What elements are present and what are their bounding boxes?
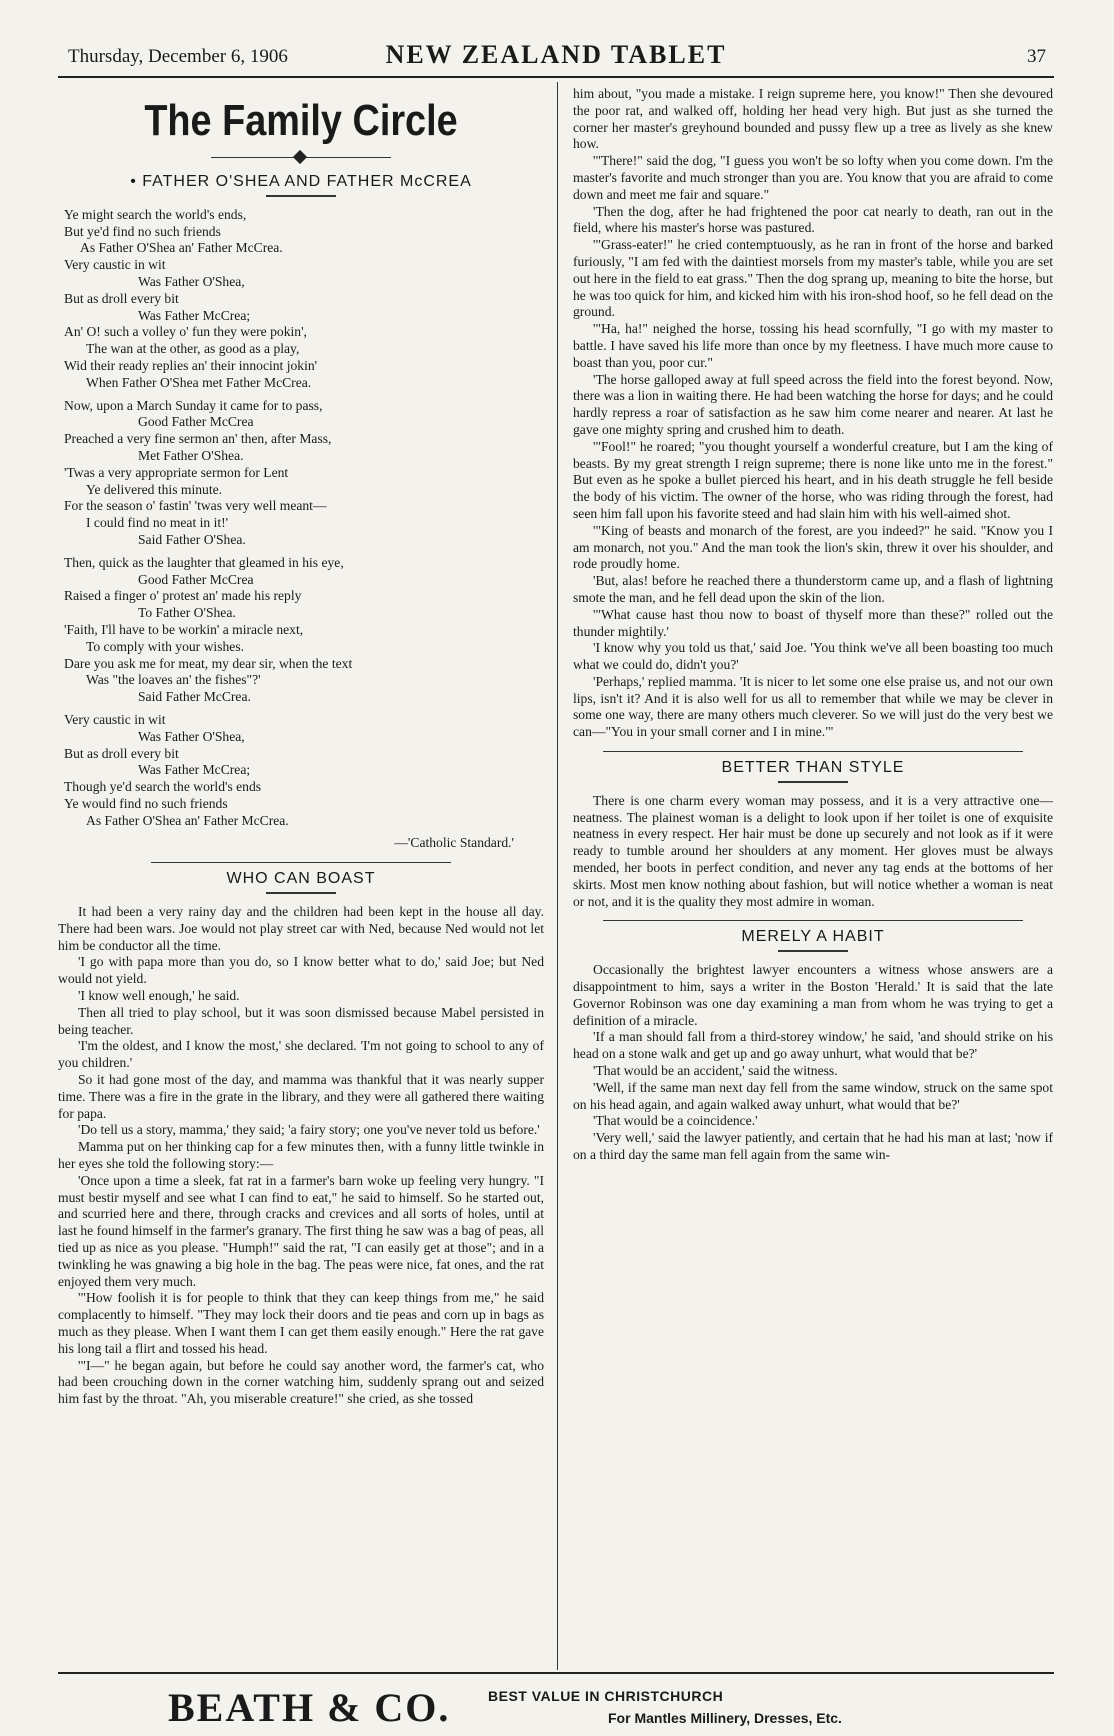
poem-stanza-3 <box>58 555 544 706</box>
poem-line: Ye might search the world's ends, <box>64 206 247 222</box>
paragraph: '"How foolish it is for people to think that they can keep things from me," he said complacently to himself. "They may lock their doors and tie peas and corn up in bags as much as they please. When I want them I can get them easily enough." Here the rat gave his long tail a flirt and tossed his head. <box>58 1290 544 1356</box>
paragraph: 'But, alas! before he reached there a thunderstorm came up, and a flash of lightning smote the man, and he fell dead upon the skin of the lion. <box>573 573 1053 605</box>
page-number: 37 <box>1027 46 1046 67</box>
poem-stanza-1 <box>58 207 544 392</box>
paragraph: '"Grass-eater!" he cried contemptuously, as he ran in front of the horse and barked furiously, "I am fed with the daintiest morsels from my master's table, while you are set out here in the field to eat grass." Then the dog sprang up, meaning to bite the horse, but he was too quick for him, and kicked him with his iron-shod hoof, so he fell dead on the ground. <box>573 237 1053 320</box>
paragraph: 'Once upon a time a sleek, fat rat in a farmer's barn woke up feeling very hungry. "I must bestir myself and see what I can find to eat," he said to himself. So he started out, and scurried here and there, through cracks and crevices and all sorts of holes, until at last he found himself in the farmer's granary. The first thing he saw was a bag of peas, all tied up as nice as you please. "Humph!" said the rat, "I can easily get at those"; and in a twinkling he was gnawing a big hole in the bag. The peas were nice, fat ones, and the rat enjoyed them very much. <box>58 1172 544 1289</box>
paragraph: him about, "you made a mistake. I reign supreme here, you know!" Then she devoured the poor rat, and walked off, holding her head very high. But just as she turned the corner her master's greyhound bounded and pussy flew up a tree as lively as she knew how. <box>573 86 1053 152</box>
poem-line: To comply with your wishes. <box>86 638 245 654</box>
paragraph: Then all tried to play school, but it was soon dismissed because Mabel persisted in being teacher. <box>58 1004 544 1037</box>
paragraph: 'Well, if the same man next day fell from the same window, struck on the same spot on his head again, and again walked away unhurt, what would that be?' <box>573 1079 1053 1112</box>
poem-line: Was Father O'Shea, <box>138 728 245 744</box>
poem-line: Good Father McCrea <box>138 414 254 430</box>
poem-line: Very caustic in wit <box>64 257 166 273</box>
poem-line: Now, upon a March Sunday it came for to pass, <box>64 397 323 413</box>
boast-title-rule <box>266 892 336 894</box>
poem-line: To Father O'Shea. <box>138 605 236 621</box>
ornament-rule <box>211 150 391 164</box>
paragraph: '"Fool!" he roared; "you thought yourself a wonderful creature, but I am the king of beasts. By my great strength I reign supreme; there is none like unto me in the forest." But even as he spoke a bullet pierced his heart, and in his death struggle he fell beside the body of his victim. The owner of the horse, who was riding through the forest, had seen him fall upon his favorite steed and had slain him with his well-aimed shot. <box>573 438 1053 521</box>
paragraph: So it had gone most of the day, and mamma was thankful that it was nearly supper time. There was a fire in the grate in the library, and they were all gathered there waiting for papa. <box>58 1072 544 1121</box>
poem <box>58 207 544 852</box>
poem-line: Raised a finger o' protest an' made his reply <box>64 588 302 604</box>
masthead: NEW ZEALAND TABLET <box>385 40 727 69</box>
paragraph: 'That would be a coincidence.' <box>593 1113 758 1129</box>
paragraph: 'I know why you told us that,' said Joe. 'You think we've all been boasting too much what we could do, didn't you?' <box>573 640 1053 673</box>
paragraph: '"There!" said the dog, "I guess you won't be so lofty when you come down. I'm the master's favorite and much stronger than you are. You know that you are afraid to come down and meet me fair and square." <box>573 153 1053 202</box>
poem-line: Ye delivered this minute. <box>86 481 223 497</box>
poem-line: As Father O'Shea an' Father McCrea. <box>80 240 283 256</box>
poem-line: Dare you ask me for meat, my dear sir, when the text <box>64 655 353 671</box>
section-divider <box>603 920 1023 921</box>
paragraph: 'I know well enough,' he said. <box>78 988 240 1004</box>
paragraph: 'Perhaps,' replied mamma. 'It is nicer to let some one else praise us, and not our own lips, isn't it? And it is also well for us all to remember that while we may be clever in some one way, there are many others much cleverer. So we will just do the very best we can—"You in your small corner and I in mine."' <box>573 673 1053 740</box>
paragraph: 'I go with papa more than you do, so I know better what to do,' said Joe; but Ned would not yield. <box>58 954 544 987</box>
paragraph: 'Then the dog, after he had frightened the poor cat nearly to death, ran out in the field, where his master's horse was pastured. <box>573 203 1053 236</box>
habit-title-rule <box>778 950 848 952</box>
style-title-rule <box>778 781 848 783</box>
paragraph: There is one charm every woman may possess, and it is a very attractive one—neatness. The plainest woman is a delight to look upon if her toilet is one of exquisite neatness in every respect. Her hair must be done up securely and not look as if it were ready to tumble around her shoulders at any moment. Her gloves must be always mended, her boots in perfect condition, and never any tag ends at the bottoms of her skirts. Most men know nothing about fashion, but will notice whether a woman is neat or not, and it is the quality they most admire in woman. <box>573 792 1053 909</box>
paragraph: '"I—" he began again, but before he could say another word, the farmer's cat, who had been crouching down in the corner watching him, suddenly sprang out and seized him fast by the throat. "Ah, you miserable creature!" she cried, as she tossed <box>58 1357 544 1407</box>
habit-title: MERELY A HABIT <box>741 928 885 946</box>
style-title: BETTER THAN STYLE <box>721 759 905 777</box>
paragraph: 'If a man should fall from a third-storey window,' he said, 'and should strike on his head on a stone walk and get up and go away unhurt, what would that be?' <box>573 1029 1053 1062</box>
poem-line: The wan at the other, as good as a play, <box>86 341 300 357</box>
poem-line: Was "the loaves an' the fishes"?' <box>86 672 261 688</box>
advertiser-slogan: BEST VALUE IN CHRISTCHURCH <box>488 1688 724 1704</box>
paragraph: It had been a very rainy day and the children had been kept in the house all day. There had been wars. Joe would not play street car with Ned, because Ned would not let him be conductor all the time. <box>58 904 544 953</box>
habit-story <box>573 962 1053 1164</box>
paragraph: '"What cause hast thou now to boast of thyself more than these?" rolled out the thunder mightily.' <box>573 606 1053 639</box>
poem-line: Said Father O'Shea. <box>138 531 246 547</box>
poem-line: 'Twas a very appropriate sermon for Lent <box>64 464 289 480</box>
poem-line: Was Father O'Shea, <box>138 273 245 289</box>
paragraph: 'Do tell us a story, mamma,' they said; 'a fairy story; one you've never told us before.' <box>78 1122 540 1138</box>
paragraph: '"King of beasts and monarch of the forest, are you indeed?" he said. "Know you I am monarch, not you." And the man took the lion's skin, threw it over his shoulder, and rode proudly home. <box>573 522 1053 572</box>
poem-line: As Father O'Shea an' Father McCrea. <box>86 812 289 828</box>
paragraph: Mamma put on her thinking cap for a few minutes then, with a funny little twinkle in her eyes she told the following story:— <box>58 1139 544 1172</box>
paragraph: 'The horse galloped away at full speed across the field into the forest beyond. Now, there was a lion in waiting there. He had been watching the horse for days; and he could hardly repress a roar of satisfaction as he saw him come nearer and nearer. At last he gave one mighty spring and crushed him to death. <box>573 371 1053 437</box>
boast-story-left <box>58 904 544 1408</box>
poem-line: Preached a very fine sermon an' then, after Mass, <box>64 431 332 447</box>
paragraph: 'That would be an accident,' said the witness. <box>593 1063 838 1079</box>
paragraph: Occasionally the brightest lawyer encounters a witness whose answers are a disappointment to him, says a writer in the Boston 'Herald.' It is said that the late Governor Robinson was one day examining a man from whom he was trying to get a definition of a miracle. <box>573 962 1053 1028</box>
poem-line: Ye would find no such friends <box>64 795 228 811</box>
poem-line: But ye'd find no such friends <box>64 223 221 239</box>
column-divider <box>557 82 558 1670</box>
issue-date: Thursday, December 6, 1906 <box>68 46 288 67</box>
poem-line: But as droll every bit <box>64 745 179 761</box>
section-divider <box>603 751 1023 752</box>
poem-credit: —'Catholic Standard.' <box>394 835 514 851</box>
boast-title: WHO CAN BOAST <box>226 870 376 888</box>
section-divider <box>151 862 451 863</box>
poem-line: Good Father McCrea <box>138 571 254 587</box>
paragraph: 'I'm the oldest, and I know the most,' she declared. 'I'm not going to school to any of you children.' <box>58 1038 544 1071</box>
poem-line: Was Father McCrea; <box>138 307 251 323</box>
header-rule <box>58 76 1054 78</box>
poem-line: But as droll every bit <box>64 290 179 306</box>
page-header <box>58 40 1054 74</box>
poem-title-rule <box>266 195 336 197</box>
boast-story-right <box>573 86 1053 741</box>
poem-line: Though ye'd search the world's ends <box>64 779 262 795</box>
poem-line: Met Father O'Shea. <box>138 447 244 463</box>
poem-line: Then, quick as the laughter that gleamed in his eye, <box>64 554 344 570</box>
poem-line: Said Father McCrea. <box>138 689 251 705</box>
advertisement-footer <box>58 1678 1054 1736</box>
paragraph: '"Ha, ha!" neighed the horse, tossing his head scornfully, "I go with my master to battle. I have saved his life more than once by my fleetness. I have much more cause to boast than you, poor cur." <box>573 321 1053 370</box>
footer-rule <box>58 1672 1054 1674</box>
poem-line: 'Faith, I'll have to be workin' a miracle next, <box>64 621 304 637</box>
poem-title: • FATHER O'SHEA AND FATHER McCREA <box>130 173 472 190</box>
section-title: The Family Circle <box>144 96 458 145</box>
left-column <box>58 86 544 1408</box>
poem-line: For the season o' fastin' 'twas very well meant— <box>64 498 327 514</box>
poem-line: An' O! such a volley o' fun they were pokin', <box>64 324 307 340</box>
advertiser-tagline: For Mantles Millinery, Dresses, Etc. <box>608 1710 842 1726</box>
paragraph: 'Very well,' said the lawyer patiently, and certain that he had his man at last; 'now if on a third day the same man fell again from the same win- <box>573 1130 1053 1163</box>
diamond-ornament-icon <box>293 150 307 164</box>
poem-line: Was Father McCrea; <box>138 762 251 778</box>
poem-line: Wid their ready replies an' their innocint jokin' <box>64 357 318 373</box>
right-column <box>573 86 1053 1164</box>
poem-stanza-4 <box>58 712 544 830</box>
poem-line: Very caustic in wit <box>64 711 166 727</box>
poem-line: When Father O'Shea met Father McCrea. <box>86 374 312 390</box>
poem-stanza-2 <box>58 398 544 549</box>
advertiser-name: BEATH & CO. <box>168 1685 451 1730</box>
poem-line: I could find no meat in it!' <box>86 515 229 531</box>
